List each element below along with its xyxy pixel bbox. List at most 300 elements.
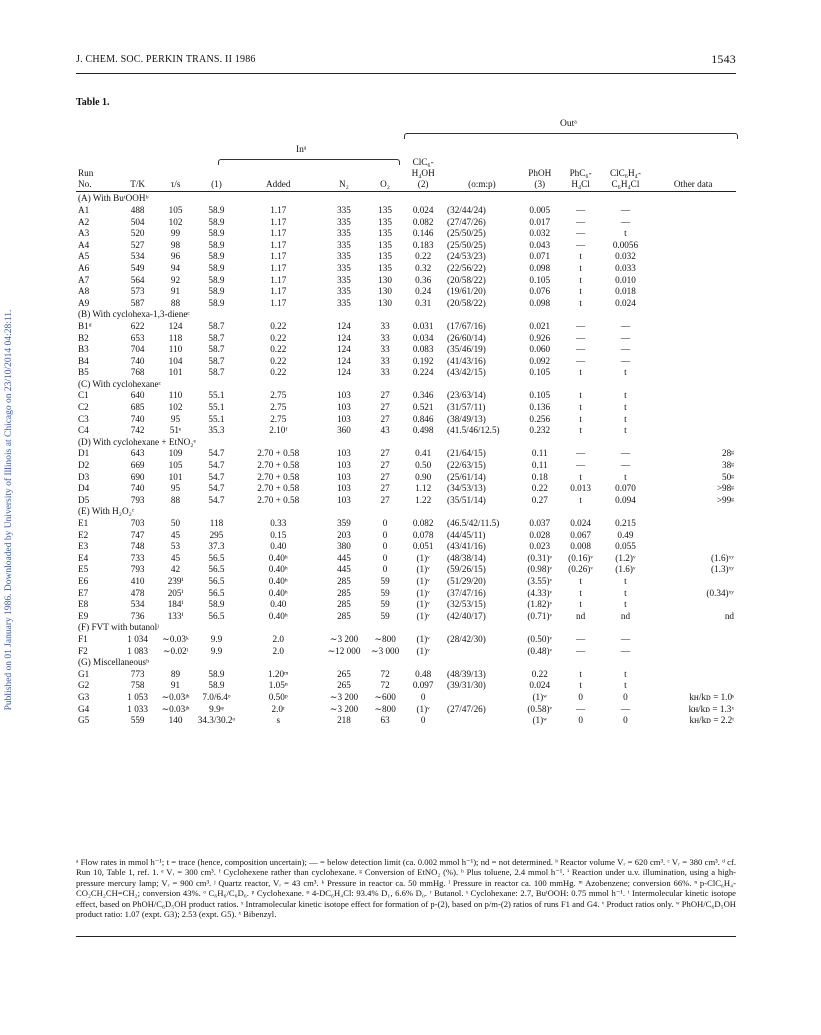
table-cell: (41.5/46/12.5) xyxy=(447,425,500,436)
table-cell: 335 xyxy=(337,274,351,285)
table-row xyxy=(76,204,736,216)
table-cell: 59 xyxy=(380,575,390,586)
table-cell: 55.1 xyxy=(208,390,225,401)
table-cell xyxy=(650,227,736,239)
results-table xyxy=(76,156,736,725)
table-cell: 0.846 xyxy=(412,413,434,424)
table-cell: — xyxy=(620,703,631,714)
table-cell: 58.9 xyxy=(208,228,225,239)
table-cell: F2 xyxy=(78,645,88,656)
table-cell: 103 xyxy=(337,448,351,459)
table-cell: 0.010 xyxy=(615,274,636,285)
table-cell: — xyxy=(620,448,631,459)
table-cell: 91 xyxy=(170,286,181,297)
table-cell: (32/44/24) xyxy=(447,204,486,215)
column-header: H₄OH xyxy=(411,167,435,178)
column-header: (o:m:p) xyxy=(445,178,519,192)
table-cell: 103 xyxy=(337,471,351,482)
table-cell: D1 xyxy=(78,448,90,459)
table-cell: 110 xyxy=(168,344,183,355)
table-cell: >98ᵍ xyxy=(716,483,734,494)
table-row xyxy=(76,551,736,563)
table-cell: t xyxy=(579,425,582,436)
table-row xyxy=(76,714,736,726)
table-cell: 740 xyxy=(130,413,145,424)
table-cell: 0.31 xyxy=(415,297,432,308)
table-cell: (0.58)ᵛ xyxy=(527,703,553,714)
table-cell: 758 xyxy=(130,680,145,691)
table-cell: 54.7 xyxy=(208,448,225,459)
table-cell: 88 xyxy=(170,297,181,308)
table-cell: 285 xyxy=(337,575,351,586)
table-cell: t xyxy=(624,575,627,586)
table-cell: (17/67/16) xyxy=(447,320,486,331)
table-cell: 130 xyxy=(378,297,392,308)
column-header: τ/s xyxy=(156,178,196,192)
table-cell: — xyxy=(620,332,631,343)
table-cell: 285 xyxy=(337,587,351,598)
table-cell: 359 xyxy=(337,518,351,529)
column-header xyxy=(237,156,319,167)
table-cell: t xyxy=(579,367,582,378)
table-cell: 1.12 xyxy=(415,483,432,494)
table-cell: (25/61/14) xyxy=(447,471,486,482)
table-cell: 109 xyxy=(168,448,183,459)
table-cell: ∼0.03ʲʰ xyxy=(161,691,190,702)
table-cell: 124 xyxy=(337,367,351,378)
table-cell: 0.013 xyxy=(570,483,591,494)
table-cell: 92 xyxy=(170,274,181,285)
table-row xyxy=(76,563,736,575)
column-header xyxy=(120,156,156,167)
table-cell: — xyxy=(620,320,631,331)
table-row xyxy=(76,447,736,459)
table-cell xyxy=(650,412,736,424)
table-cell: 34.3/30.2ᵒ xyxy=(197,715,236,726)
table-cell: 56.5 xyxy=(208,552,225,563)
table-cell: 130 xyxy=(378,286,392,297)
table-cell: 445 xyxy=(337,564,351,575)
table-row xyxy=(76,227,736,239)
table-cell: 0.082 xyxy=(412,518,434,529)
table-row xyxy=(76,470,736,482)
table-cell: 0.40ʰ xyxy=(268,552,288,563)
table-cell: 0.043 xyxy=(529,239,551,250)
table-cell: 0 xyxy=(623,715,628,726)
table-cell: 101 xyxy=(168,367,183,378)
table-cell: 58.7 xyxy=(208,355,225,366)
table-cell: 28ᵍ xyxy=(722,448,734,459)
column-header: N₂ xyxy=(319,178,369,192)
table-cell: ∼3 000 xyxy=(370,645,400,656)
table-cell: ∼0.02ˡ xyxy=(162,645,189,656)
table-cell: (1)ᵛ xyxy=(416,599,430,610)
table-cell: 0.098 xyxy=(529,262,551,273)
table-cell: >99ᵍ xyxy=(716,494,734,505)
table-cell: 1.17 xyxy=(270,251,287,262)
table-cell xyxy=(650,285,736,297)
table-cell: 99 xyxy=(170,228,181,239)
table-row xyxy=(76,262,736,274)
table-cell: 0.146 xyxy=(412,228,434,239)
table-cell xyxy=(650,204,736,216)
table-cell: (44/45/11) xyxy=(447,529,486,540)
table-cell: 0.346 xyxy=(412,390,434,401)
table-cell: 527 xyxy=(130,239,145,250)
header-row xyxy=(76,178,736,192)
table-cell: (1.6)ᵛ xyxy=(615,564,636,575)
column-header xyxy=(369,167,401,178)
table-cell: 0.024 xyxy=(570,518,591,529)
table-cell: 58.9 xyxy=(208,204,225,215)
column-header: T/K xyxy=(120,178,156,192)
table-cell: (22/56/22) xyxy=(447,262,486,273)
table-cell: 95 xyxy=(170,413,181,424)
table-cell: 380 xyxy=(337,541,351,552)
table-cell xyxy=(650,424,736,436)
table-cell: ∼3 200 xyxy=(329,633,359,644)
table-cell: 58.7 xyxy=(208,344,225,355)
table-cell: 0.0056 xyxy=(612,239,639,250)
table-cell xyxy=(650,598,736,610)
table-cell: t xyxy=(624,390,627,401)
table-cell: (20/58/22) xyxy=(447,297,486,308)
table-cell: (24/53/23) xyxy=(447,251,486,262)
table-cell: 0.40ʰ xyxy=(268,575,288,586)
table-cell: 102 xyxy=(168,402,183,413)
table-cell: 50 xyxy=(170,518,181,529)
table-cell: (25/50/25) xyxy=(447,239,486,250)
table-cell: 0.224 xyxy=(412,367,434,378)
table-cell: 2.70 + 0.58 xyxy=(257,471,300,482)
table-cell: nd xyxy=(576,610,586,621)
table-cell: 58.9 xyxy=(208,680,225,691)
table-cell: D4 xyxy=(78,483,90,494)
table-cell: 640 xyxy=(130,390,145,401)
table-cell: 0.033 xyxy=(615,262,636,273)
table-cell: nd xyxy=(620,610,631,621)
table-cell: 335 xyxy=(337,228,351,239)
table-cell: 285 xyxy=(337,599,351,610)
table-cell: 2.70 + 0.58 xyxy=(257,483,300,494)
table-cell: 0.008 xyxy=(570,541,591,552)
table-cell xyxy=(650,366,736,378)
table-cell: 335 xyxy=(337,297,351,308)
table-cell: (28/42/30) xyxy=(447,633,486,644)
table-cell xyxy=(650,679,736,691)
table-cell: 9.9ᵠ xyxy=(209,703,224,714)
table-cell: — xyxy=(576,204,586,215)
table-cell: ∼3 200 xyxy=(329,703,359,714)
column-header: O₂ xyxy=(369,178,401,192)
table-cell: (48/39/13) xyxy=(447,668,486,679)
table-cell: t xyxy=(579,668,582,679)
table-cell: 105 xyxy=(168,460,183,471)
table-cell: (38/49/13) xyxy=(447,413,486,424)
table-cell: E4 xyxy=(78,552,89,563)
table-row xyxy=(76,296,736,308)
table-cell: 1.17 xyxy=(270,286,287,297)
table-cell: (1)ᵛ xyxy=(416,587,430,598)
table-title: Table 1. xyxy=(76,97,110,108)
table-row xyxy=(76,215,736,227)
table-cell: 203 xyxy=(337,529,351,540)
table-cell xyxy=(650,575,736,587)
table-cell: 1.17 xyxy=(270,297,287,308)
table-cell: 140 xyxy=(168,715,183,726)
table-cell: 1 083 xyxy=(127,645,148,656)
table-cell: E1 xyxy=(78,518,89,529)
table-cell: 0.22 xyxy=(531,483,548,494)
table-cell: 0.032 xyxy=(615,251,636,262)
table-cell: 38ᵍ xyxy=(722,460,734,471)
table-cell: 130 xyxy=(378,274,392,285)
table-cell: 1 033 xyxy=(127,703,148,714)
table-cell: C1 xyxy=(78,390,89,401)
column-header xyxy=(601,156,651,167)
table-cell: (39/31/30) xyxy=(447,680,486,691)
table-cell xyxy=(650,250,736,262)
table-cell: 27 xyxy=(380,460,390,471)
table-cell: 0 xyxy=(578,715,583,726)
column-header: Other data xyxy=(650,178,736,192)
table-head xyxy=(76,156,736,192)
section-row xyxy=(76,378,736,390)
table-cell: B2 xyxy=(78,332,89,343)
table-cell xyxy=(650,238,736,250)
table-cell: 335 xyxy=(337,262,351,273)
table-cell: (37/47/16) xyxy=(447,587,486,598)
table-cell: 56.5 xyxy=(208,587,225,598)
column-header xyxy=(156,156,196,167)
table-cell: (0.71)ᵛ xyxy=(527,610,553,621)
table-cell: 135 xyxy=(378,204,392,215)
table-cell: (4.33)ᵛ xyxy=(527,587,553,598)
table-cell: 740 xyxy=(130,483,145,494)
table-cell: E3 xyxy=(78,541,89,552)
table-cell: 0.36 xyxy=(415,274,432,285)
table-cell: 2.70 + 0.58 xyxy=(257,494,300,505)
table-cell xyxy=(650,517,736,529)
section-row xyxy=(76,505,736,517)
section-title: (F) FVT with butanolʲ xyxy=(78,622,159,633)
table-cell: — xyxy=(576,239,586,250)
section-title: (E) With H₂O₂ᶜ xyxy=(78,506,135,517)
out-brace xyxy=(404,133,738,139)
table-cell: — xyxy=(620,355,631,366)
table-cell: 94 xyxy=(170,262,181,273)
table-cell: 2.75 xyxy=(270,413,287,424)
table-cell: — xyxy=(620,216,631,227)
table-cell: 0.055 xyxy=(615,541,636,552)
table-row xyxy=(76,459,736,471)
column-header xyxy=(237,167,319,178)
table-cell: 1.17 xyxy=(270,239,287,250)
table-cell xyxy=(650,354,736,366)
table-cell: — xyxy=(576,344,586,355)
table-cell: 0.40 xyxy=(270,541,287,552)
table-row xyxy=(76,331,736,343)
header-row xyxy=(76,156,736,167)
page-number: 1543 xyxy=(711,52,736,66)
table-cell: 58.9 xyxy=(208,216,225,227)
table-cell: 768 xyxy=(130,367,145,378)
table-cell: 135 xyxy=(378,239,392,250)
table-cell: 360 xyxy=(337,425,351,436)
table-cell: 2.0 xyxy=(272,633,284,644)
table-cell: kʜ/kᴅ = 2.2ᵗ xyxy=(689,715,734,726)
table-cell: 89 xyxy=(170,668,181,679)
table-cell: 0.40ʰ xyxy=(268,564,288,575)
table-cell: — xyxy=(620,460,631,471)
table-cell xyxy=(445,691,519,703)
table-cell: — xyxy=(576,703,586,714)
table-cell: (27/47/26) xyxy=(447,216,486,227)
table-cell: 488 xyxy=(130,204,145,215)
table-cell: (35/51/14) xyxy=(447,494,486,505)
table-cell: 98 xyxy=(170,239,181,250)
table-cell: A8 xyxy=(78,286,90,297)
table-cell: 0.023 xyxy=(529,541,551,552)
table-cell: (43/42/15) xyxy=(447,367,486,378)
table-row xyxy=(76,354,736,366)
download-notice: Published on 01 January 1986. Downloaded by University of Illinois at Chicago on 23/10/2014 04:28:11. xyxy=(4,309,14,711)
table-cell: — xyxy=(576,645,586,656)
table-cell: 118 xyxy=(209,518,224,529)
table-cell: 205ⁱ xyxy=(167,587,184,598)
table-cell: 0.098 xyxy=(529,297,551,308)
section-row xyxy=(76,656,736,668)
table-cell: 742 xyxy=(130,425,145,436)
section-title: (B) With cyclohexa-1,3-dieneᶜ xyxy=(78,309,190,320)
table-cell: D5 xyxy=(78,494,90,505)
table-cell: 110 xyxy=(168,390,183,401)
column-header xyxy=(561,156,601,167)
table-cell: (43/41/16) xyxy=(447,541,486,552)
table-cell: 0.097 xyxy=(412,680,434,691)
table-cell: (42/40/17) xyxy=(447,610,486,621)
table-row xyxy=(76,482,736,494)
table-cell: 0.105 xyxy=(529,390,551,401)
footnotes: ᵃ Flow rates in mmol h⁻¹; t = trace (hence, composition uncertain); — = below detection limit (ca. 0.002 mmol h⁻¹); nd = not determined. ᵇ Reactor volume Vᵣ = 620 cm³. ᶜ Vᵣ = 380 cm³. ᵈ cf. Run 10, Table 1, ref. 1. ᵉ Vᵣ = 300 cm³. ᶠ Cyclohexene rather than cyclohexane. ᵍ Conversion of EtNO₂ (%). ʰ Plus toluene, 2.4 mmol h⁻¹. ⁱ Reaction under u.v. illumination, using a high-pressure mercury lamp; Vᵣ = 900 cm³. ʲ Quartz reactor, Vᵣ = 43 cm³. ᵏ Pressure in reactor ca. 50 mmHg. ˡ Pressure in reactor ca. 100 mmHg. ᵐ Azobenzene; conversion 66%. ⁿ p-ClC₆H₄-CO₂CH₂CH=CH₂; conversion 43%. ᵒ C₆H₆/C₆D₆. ᵖ Cyclohexane. ᵠ 4-DC₆H₄Cl: 93.4% D₁, 6.6% D₀. ʳ Butanol. ˢ Cyclohexane: 2.7, BuᵗOOH: 0.75 mmol h⁻¹. ᵗ Intermolecular kinetic isotope effect, based on PhOH/C₆D₅OH product ratios. ˣ Intramolecular kinetic isotope effect for formation of p-(2), based on p/m-(2) ratios of runs F1 and G4. ᵛ Product ratios only. ʷ PhOH/C₆D₅OH product ratio: 1.07 (expt. G3); 2.53 (expt. G5). ˣ Bibenzyl. xyxy=(76,857,736,920)
table-cell: 445 xyxy=(337,552,351,563)
table-cell: 184ⁱ xyxy=(167,599,184,610)
table-cell: (31/57/11) xyxy=(447,402,486,413)
table-cell: 33 xyxy=(380,332,390,343)
table-cell: (27/47/26) xyxy=(447,703,486,714)
table-cell: t xyxy=(579,402,582,413)
table-cell: 0 xyxy=(420,691,426,702)
table-cell: 58.9 xyxy=(208,668,225,679)
column-header: PhC₆- xyxy=(569,167,592,178)
table-cell: (0.16)ᵛ xyxy=(568,552,594,563)
table-row xyxy=(76,598,736,610)
table-cell: t xyxy=(624,587,627,598)
table-cell: 0 xyxy=(382,541,388,552)
table-cell: — xyxy=(620,645,631,656)
table-cell: 0 xyxy=(382,564,388,575)
table-cell: 0.49 xyxy=(617,529,634,540)
table-cell: 0.031 xyxy=(412,320,434,331)
table-cell: 2.75 xyxy=(270,402,287,413)
table-cell: t xyxy=(579,494,582,505)
table-cell: 103 xyxy=(337,483,351,494)
table-cell: 2.75 xyxy=(270,390,287,401)
table-cell: 0.22 xyxy=(270,332,287,343)
table-cell xyxy=(650,331,736,343)
table-cell: t xyxy=(579,286,582,297)
table-cell: 33 xyxy=(380,320,390,331)
table-cell: 410 xyxy=(130,575,145,586)
table-cell: 335 xyxy=(337,251,351,262)
table-cell: ∼3 200 xyxy=(329,691,359,702)
column-header: C₆H₄Cl xyxy=(601,178,651,192)
table-cell: (1)ᵛ xyxy=(416,575,430,586)
table-cell: 0.926 xyxy=(529,332,551,343)
table-cell: 135 xyxy=(378,262,392,273)
table-row xyxy=(76,517,736,529)
table-cell: t xyxy=(624,413,627,424)
table-cell: 124 xyxy=(168,320,183,331)
table-cell: B3 xyxy=(78,344,89,355)
table-cell: 27 xyxy=(380,471,390,482)
table-cell: 58.7 xyxy=(208,332,225,343)
table-cell: (0.31)ᵛ xyxy=(527,552,553,563)
table-cell xyxy=(650,296,736,308)
table-cell: 9.9 xyxy=(210,645,223,656)
table-cell: ∼0.03ʲʰ xyxy=(161,703,190,714)
table-cell: 124 xyxy=(337,344,351,355)
table-cell: 58.7 xyxy=(208,367,225,378)
table-cell: 1.17 xyxy=(270,228,287,239)
table-row xyxy=(76,691,736,703)
table-cell: 335 xyxy=(337,204,351,215)
table-cell: — xyxy=(576,332,586,343)
table-cell: ∼0.03ᵏ xyxy=(162,633,189,644)
table-cell: 0.070 xyxy=(615,483,636,494)
table-cell: (26/60/14) xyxy=(447,332,486,343)
table-cell: 747 xyxy=(130,529,145,540)
table-cell: 0.094 xyxy=(615,494,636,505)
table-row xyxy=(76,412,736,424)
table-cell: 56.5 xyxy=(208,575,225,586)
table-cell: 58.7 xyxy=(208,320,225,331)
table-cell: (46.5/42/11.5) xyxy=(447,518,500,529)
table-cell: 773 xyxy=(130,668,145,679)
column-header xyxy=(650,156,736,167)
table-cell: 7.0/6.4ᵒ xyxy=(202,691,231,702)
column-header: Added xyxy=(237,178,319,192)
table-cell: (23/63/14) xyxy=(447,390,486,401)
section-row xyxy=(76,192,736,204)
table-cell: 55.1 xyxy=(208,402,225,413)
table-cell: 0 xyxy=(623,691,628,702)
table-cell: t xyxy=(579,471,582,482)
table-cell: ∼800 xyxy=(374,633,396,644)
table-cell: t xyxy=(579,251,582,262)
table-cell: ∼12 000 xyxy=(327,645,361,656)
table-cell: (48/38/14) xyxy=(447,552,486,563)
table-cell: 0.067 xyxy=(570,529,591,540)
table-cell: t xyxy=(624,599,627,610)
table-cell: t xyxy=(624,425,627,436)
table-cell: 0.071 xyxy=(529,251,551,262)
table-cell: 218 xyxy=(337,715,351,726)
table-cell: 103 xyxy=(337,390,351,401)
table-cell: 35.3 xyxy=(208,425,225,436)
table-cell: 0.105 xyxy=(529,367,551,378)
table-cell: (0.48)ᵛ xyxy=(527,645,553,656)
